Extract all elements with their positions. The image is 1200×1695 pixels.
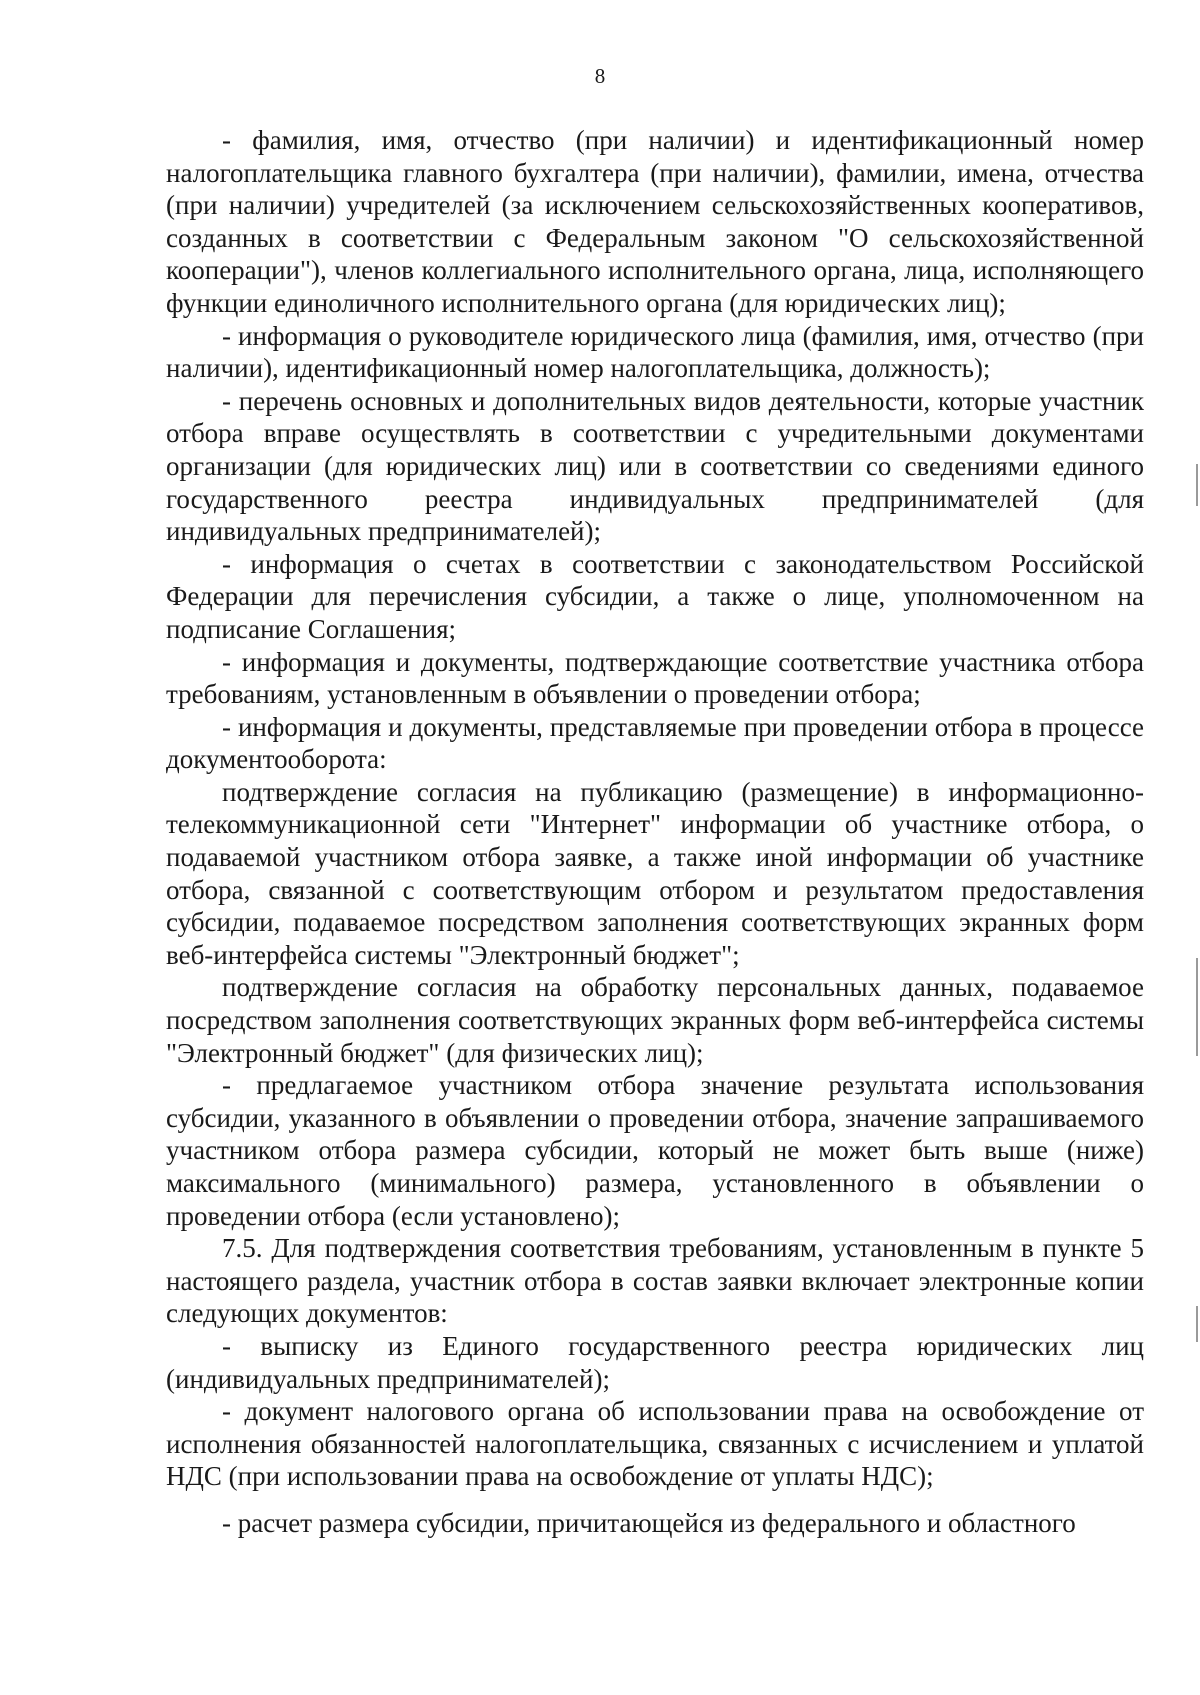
paragraph-compliance-documents: - информация и документы, подтверждающие соответствие участника отбора требованиям, установленным в объявлении о проведении отбора; [166,646,1144,710]
paragraph-tax-exemption-document: - документ налогового органа об использовании права на освобождение от исполнения обязанностей налогоплательщика, связанных с исчислением и уплатой НДС (при использовании права на освобождение от уплаты НДС); [166,1396,1144,1492]
paragraph-bank-accounts: - информация о счетах в соответствии с законодательством Российской Федерации для перечисления субсидии, а также о лице, уполномоченном на подписание Соглашения; [166,548,1144,644]
paragraph-proposed-result-value: - предлагаемое участником отбора значение результата использования субсидии, указанного в объявлении о проведении отбора, значение запрашиваемого участником отбора размера субсидии, который не может быть выше (ниже) максимального (минимального) размера, установленного в объявлении о проведении отбора (если установлено); [166,1070,1144,1231]
paragraph-head-accountant-founders: - фамилия, имя, отчество (при наличии) и идентификационный номер налогоплательщика главного бухгалтера (при наличии), фамилии, имена, отчества (при наличии) учредителей (за исключением сельскохозяйственных кооперативов, созданных в соответствии с Федеральным законом "О сельскохозяйственной кооперации"), членов коллегиального исполнительного органа, лица, исполняющего функции единоличного исполнительного органа (для юридических лиц); [166,125,1144,318]
paragraph-legal-entity-head: - информация о руководителе юридического лица (фамилия, имя, отчество (при наличии), идентификационный номер налогоплательщика, должность); [166,320,1144,384]
paragraph-publication-consent: подтверждение согласия на публикацию (размещение) в информационно-телекоммуникационной сети "Интернет" информации об участнике отбора, о подаваемой участником отбора заявке, а также иной информации об участнике отбора, связанной с соответствующим отбором и результатом предоставления субсидии, подаваемое посредством заполнения соответствующих экранных форм веб-интерфейса системы "Электронный бюджет"; [166,776,1144,970]
scan-edge-mark [1196,958,1198,1056]
paragraph-section-7-5: 7.5. Для подтверждения соответствия требованиям, установленным в пункте 5 настоящего раздела, участник отбора в состав заявки включает электронные копии следующих документов: [166,1233,1144,1329]
paragraph-egrul-extract: - выписку из Единого государственного реестра юридических лиц (индивидуальных предпринимателей); [166,1330,1144,1394]
scan-edge-mark [1196,464,1198,506]
paragraph-activity-types: - перечень основных и дополнительных видов деятельности, которые участник отбора вправе осуществлять в соответствии с учредительными документами организации (для юридических лиц) или в соответствии со сведениями единого государственного реестра индивидуальных предпринимателей (для индивидуальных предпринимателей); [166,385,1144,547]
paragraph-personal-data-consent: подтверждение согласия на обработку персональных данных, подаваемое посредством заполнения соответствующих экранных форм веб-интерфейса системы "Электронный бюджет" (для физических лиц); [166,972,1144,1068]
paragraph-subsidy-calculation: - расчет размера субсидии, причитающейся из федерального и областного [222,1507,1076,1538]
scan-edge-mark [1196,1306,1198,1342]
paragraph-document-flow: - информация и документы, представляемые при проведении отбора в процессе документооборота: [166,711,1144,775]
page-number: 8 [594,64,606,88]
document-body [166,124,1144,1540]
